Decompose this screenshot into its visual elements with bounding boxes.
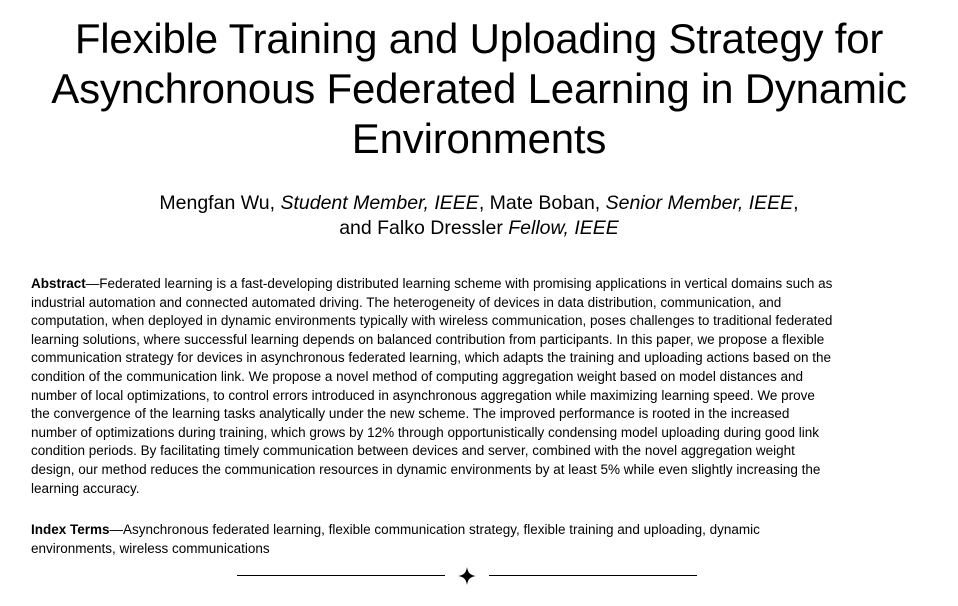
- abstract-line: condition of the communication link. We propose a novel method of computing aggregation weight based on model distances and: [31, 368, 803, 384]
- abstract-line: condition periods. By facilitating timely communication between devices and server, combined with the novel aggregation weight: [31, 443, 795, 459]
- abstract-text: —Federated learning is a fast-developing distributed learning scheme with promising applications in vertical domains such as: [85, 276, 833, 291]
- divider-rule-left: [237, 575, 445, 576]
- index-terms-line: environments, wireless communications: [31, 540, 270, 556]
- author-membership: Student Member, IEEE: [280, 192, 479, 214]
- abstract-line: [31, 275, 931, 294]
- abstract-line: the convergence of the learning tasks analytically under the new scheme. The improved performance is rooted in the increased: [31, 406, 790, 422]
- abstract-label: Abstract: [31, 276, 86, 291]
- title-line: Flexible Training and Uploading Strategy for: [74, 15, 884, 62]
- abstract: [31, 275, 931, 498]
- abstract-line: number of local optimizations, to control errors introduced in asynchronous aggregation while maximizing learning speed. We prove: [31, 387, 815, 403]
- four-point-star-icon: [457, 566, 477, 586]
- author-line: [0, 216, 958, 241]
- index-terms-line: [31, 521, 931, 540]
- section-divider: [237, 566, 697, 586]
- author-separator: ,: [793, 192, 799, 214]
- title-line: Environments: [351, 115, 607, 162]
- author-name: Mengfan Wu,: [159, 192, 276, 214]
- abstract-line: communication strategy for devices in asynchronous federated learning, which adapts the training and uploading actions based on the: [31, 350, 832, 366]
- author-name: and Falko Dressler: [339, 217, 503, 239]
- index-terms-label: Index Terms: [31, 522, 110, 537]
- author-line: [0, 191, 958, 216]
- divider-rule-right: [489, 575, 697, 576]
- abstract-line: number of optimizations during training, which grows by 12% through opportunistically condensing model uploading during good link: [31, 424, 819, 440]
- paper-title: [0, 14, 958, 164]
- index-terms-text: —Asynchronous federated learning, flexible communication strategy, flexible training and uploading, dynamic: [109, 522, 760, 537]
- abstract-line: learning accuracy.: [31, 480, 140, 496]
- abstract-line: learning solutions, where successful learning depends on balanced contribution from participants. In this paper, we propose a flexible: [31, 331, 825, 347]
- title-line: Asynchronous Federated Learning in Dynamic: [51, 65, 907, 112]
- author-name: , Mate Boban,: [478, 192, 601, 214]
- author-membership: Fellow, IEEE: [508, 217, 619, 239]
- author-membership: Senior Member, IEEE: [605, 192, 794, 214]
- author-list: [0, 191, 958, 241]
- index-terms: [31, 521, 931, 558]
- abstract-line: computation, when deployed in dynamic environments typically with wireless communication, poses challenges to traditional federated: [31, 313, 833, 329]
- abstract-line: design, our method reduces the communication resources in dynamic environments by at least 5% while even slightly increasing the: [31, 461, 821, 477]
- abstract-line: industrial automation and connected automated driving. The heterogeneity of devices in data distribution, communication, and: [31, 294, 782, 310]
